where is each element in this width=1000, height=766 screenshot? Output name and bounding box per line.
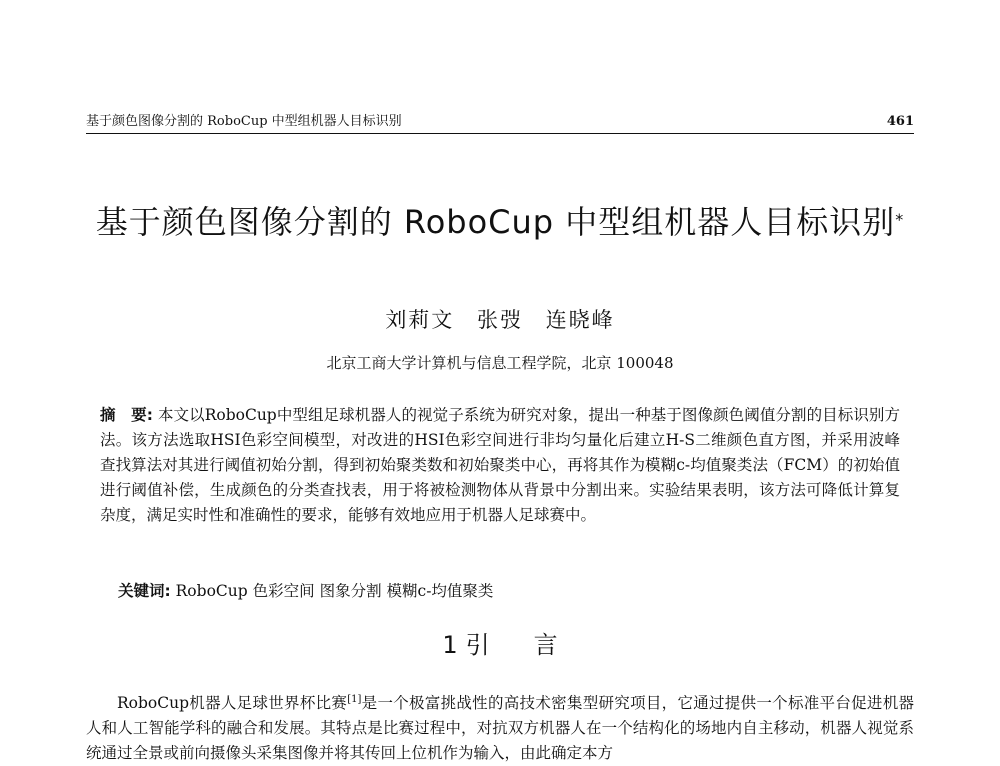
- body-text: RoboCup机器人足球世界杯比赛: [117, 694, 348, 713]
- author-list: [0, 305, 1000, 335]
- keyword: RoboCup: [175, 582, 248, 600]
- running-head-title: 基于颜色图像分割的 RoboCup 中型组机器人目标识别: [86, 114, 402, 129]
- body-paragraph: [86, 687, 914, 766]
- author: 刘莉文: [385, 308, 455, 332]
- keyword: 模糊c-均值聚类: [386, 582, 494, 600]
- running-head: [86, 113, 914, 134]
- author: 张弢: [477, 308, 523, 332]
- abstract-text: 本文以RoboCup中型组足球机器人的视觉子系统为研究对象，提出一种基于图像颜色阈值分割的目标识别方法。该方法选取HSI色彩空间模型，对改进的HSI色彩空间进行非均匀量化后建立H-S二维颜色直方图，并采用波峰查找算法对其进行阈值初始分割，得到初始聚类数和初始聚类中心，再将其作为模糊c-均值聚类法（FCM）的初始值进行阈值补偿，生成颜色的分类查找表，用于将被检测物体从背景中分割出来。实验结果表明，该方法可降低计算复杂度，满足实时性和准确性的要求，能够有效地应用于机器人足球赛中。: [100, 406, 900, 524]
- keywords-label: 关键词:: [118, 582, 171, 600]
- author: 连晓峰: [545, 308, 615, 332]
- abstract: [100, 403, 900, 528]
- affiliation: 北京工商大学计算机与信息工程学院，北京 100048: [326, 354, 674, 372]
- keyword: 图象分割: [319, 582, 382, 600]
- abstract-label: 摘 要:: [100, 406, 153, 424]
- body-text: 是一个极富挑战性的高技术密集型研究项目，它通过提供一个标准平台促进机器人和人工智能学科的融合和发展。其特点是比赛过程中，对抗双方机器人在一个结构化的场地内自主移动，机器人视觉系统通过全景或前向摄像头采集图像并将其传回上位机作为输入，由此确定本方: [86, 694, 914, 763]
- section-heading: [0, 628, 1000, 662]
- citation-ref[interactable]: [1]: [347, 694, 362, 705]
- keywords: [118, 579, 898, 604]
- keyword: 色彩空间: [252, 582, 315, 600]
- paper-title-text: 基于颜色图像分割的 RoboCup 中型组机器人目标识别: [95, 203, 896, 241]
- paper-title: [0, 200, 1000, 244]
- title-footnote-mark: *: [895, 210, 905, 229]
- section-number: 1: [442, 631, 458, 659]
- page-number: 461: [886, 114, 914, 129]
- section-title-part: 引: [465, 631, 490, 659]
- section-title-part: 言: [533, 631, 558, 659]
